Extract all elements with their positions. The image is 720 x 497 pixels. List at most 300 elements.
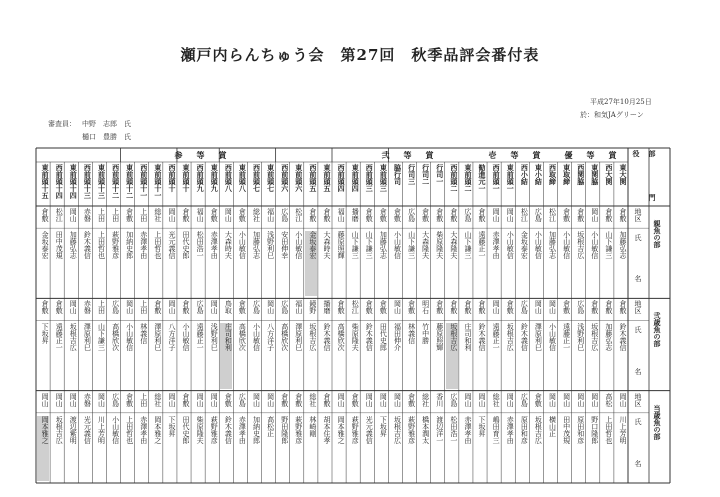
breeder-name-cell: 庄司和利	[463, 323, 472, 352]
district-cell: 岡山	[365, 392, 374, 407]
breeder-name-cell: 嶋田育三	[492, 415, 501, 444]
breeder-name-cell: 川上芳明	[97, 415, 106, 444]
breeder-name-cell: 澤原利巳	[83, 323, 92, 352]
district-cell: 岡山	[97, 392, 106, 407]
breeder-name-cell: 坂根吉広	[506, 323, 515, 352]
breeder-name-cell: 萩野雅彦	[351, 415, 360, 444]
district-cell: 倉敷	[280, 392, 289, 407]
judges-label: 審査員：	[48, 120, 76, 128]
district-cell: 倉敷	[41, 208, 50, 222]
district-cell: 倉敷	[421, 208, 430, 222]
breeder-name-cell: 上田哲也	[153, 231, 162, 260]
rank-label: 西前頭十四	[55, 164, 65, 199]
breeder-name-cell: 大森時夫	[322, 231, 331, 260]
district-cell: 岡山	[196, 392, 205, 407]
district-cell: 鳥取	[224, 300, 233, 315]
breeder-name-cell: 渡辺紫明	[69, 415, 78, 444]
rank-label: 西前頭八	[224, 164, 234, 192]
rank-label: 勧進元一	[478, 164, 488, 192]
rank-label: 東取締	[562, 164, 572, 185]
breeder-name-cell: 光元義信	[167, 231, 176, 260]
breeder-name-cell: 原田和彦	[520, 415, 529, 444]
section-label: 弐歳魚の部	[653, 312, 662, 348]
row-label-given: 名	[634, 275, 642, 283]
header-yusho: 優 等 賞	[564, 150, 620, 160]
district-cell: 広島	[576, 300, 585, 315]
district-cell: 倉敷	[308, 208, 317, 222]
district-cell: 倉敷	[407, 392, 416, 407]
district-cell: 松江	[520, 208, 529, 222]
breeder-name-cell: 金坂泰宏	[305, 231, 317, 296]
rank-label: 東関脇	[590, 164, 600, 185]
district-cell: 岡山	[167, 208, 176, 222]
breeder-name-cell: 加納史郎	[252, 415, 261, 444]
rank-label: 東小結	[534, 164, 544, 185]
district-cell: 上田	[97, 208, 106, 222]
district-cell: 岡山	[393, 300, 402, 315]
rank-label: 西前頭六	[280, 164, 290, 192]
breeder-name-cell: 遠藤正一	[196, 323, 205, 352]
district-cell: 松江	[55, 208, 64, 222]
breeder-name-cell: 上田哲也	[604, 415, 613, 444]
rank-label: 東前頭八	[238, 164, 248, 192]
district-cell: 倉敷	[337, 300, 346, 315]
rank-label: 西前頭三	[365, 164, 375, 192]
district-cell: 香川	[435, 392, 444, 407]
breeder-name-cell: 林崎剛	[308, 415, 317, 437]
breeder-name-cell: 小山敏信	[111, 415, 120, 444]
district-cell: 総社	[153, 208, 162, 222]
district-cell: 松江	[294, 208, 303, 222]
rank-label: 東前頭四	[351, 164, 361, 192]
breeder-name-cell: 松田浩一	[196, 231, 205, 260]
breeder-name-cell: 高橋欣次	[238, 323, 247, 352]
breeder-name-cell: 浅野利巳	[576, 323, 585, 352]
district-cell: 広島	[280, 208, 289, 222]
district-cell: 福山	[196, 208, 205, 222]
rank-label: 東前頭七	[266, 164, 276, 192]
district-cell: 広島	[238, 392, 247, 407]
header-bumon: 部	[648, 150, 657, 157]
district-cell: 広島	[463, 208, 472, 222]
district-cell: 岡山	[548, 392, 557, 407]
breeder-name-cell: 小山敏信	[548, 323, 557, 352]
breeder-name-cell: 遠藤正一	[478, 231, 487, 260]
row-label-surname: 氏	[634, 326, 642, 334]
header-santo: 参 等 賞	[174, 150, 230, 160]
district-cell: 倉敷	[449, 300, 458, 315]
rank-label: 東前頭一	[506, 164, 516, 192]
breeder-name-cell: 岡本雅之	[337, 415, 346, 444]
row-label-surname: 氏	[634, 418, 642, 426]
breeder-name-cell: 山下謙三	[351, 231, 360, 260]
district-cell: 福山	[337, 208, 346, 222]
breeder-name-cell: 高橋欣次	[111, 323, 120, 352]
district-cell: 上田	[111, 208, 120, 222]
rank-label: 行司三	[407, 164, 417, 185]
row-label-district: 地区	[634, 300, 642, 315]
district-cell: 広島	[520, 392, 529, 407]
breeder-name-cell: 萩野雅彦	[294, 415, 303, 444]
breeder-name-cell: 高松正	[266, 415, 275, 437]
district-cell: 倉敷	[435, 300, 444, 315]
district-cell: 鏡野	[308, 300, 317, 315]
district-cell: 広島	[111, 392, 120, 407]
breeder-name-cell: 野口隆郎	[590, 415, 599, 444]
district-cell: 倉敷	[393, 208, 402, 222]
district-cell: 岡山	[125, 300, 134, 315]
breeder-name-cell: 野田隆郎	[280, 415, 289, 444]
rank-label: 東前頭十	[182, 164, 192, 192]
breeder-name-cell: 田中茂規	[55, 231, 64, 260]
district-cell: 倉敷	[238, 208, 247, 222]
banzuke-table	[36, 148, 670, 483]
breeder-name-cell: 下坂昇	[167, 415, 176, 437]
district-cell: 倉敷	[238, 300, 247, 315]
breeder-name-cell: 田中茂規	[562, 415, 571, 444]
district-cell: 倉敷	[604, 300, 613, 315]
section-label: 親魚の部	[653, 219, 662, 248]
breeder-name-cell: 山下謙三	[407, 231, 416, 260]
rank-label: 脇行司	[393, 164, 403, 185]
breeder-name-cell: 胡本住孝	[322, 415, 331, 444]
breeder-name-cell: 赤澤孝由	[139, 415, 148, 444]
breeder-name-cell: 林義信	[139, 323, 148, 345]
breeder-name-cell: 下坂昇	[41, 323, 50, 345]
breeder-name-cell: 加藤弘志	[379, 231, 388, 260]
breeder-name-cell: 林義信	[407, 323, 416, 345]
district-cell: 岡山	[576, 392, 585, 407]
rank-label: 東前頭二	[463, 164, 473, 192]
rank-label: 西前頭九	[196, 164, 206, 192]
breeder-name-cell: 浅野利巳	[266, 231, 275, 260]
breeder-name-cell: 坂根吉広	[534, 415, 543, 444]
district-cell: 岡山	[393, 392, 402, 407]
breeder-name-cell: 藤原照輝	[435, 323, 444, 352]
district-cell: 広島	[196, 300, 205, 315]
breeder-name-cell: 大森時夫	[224, 231, 233, 260]
breeder-name-cell: 小山敏信	[125, 323, 134, 352]
rank-label: 東前頭十二	[125, 164, 135, 199]
district-cell: 岡山	[69, 300, 78, 315]
rank-label: 東前頭十一	[153, 164, 163, 199]
district-cell: 上田	[139, 392, 148, 407]
district-cell: 倉敷	[224, 392, 233, 407]
breeder-name-cell: 小山敏信	[294, 231, 303, 260]
district-cell: 倉敷	[407, 300, 416, 315]
district-cell: 高松	[604, 392, 613, 407]
breeder-name-cell: 大森隆夫	[421, 231, 430, 260]
rank-label: 西前頭二	[449, 164, 459, 192]
breeder-name-cell: 遠藤正一	[492, 323, 501, 352]
breeder-name-cell: 萩野雅彦	[407, 415, 416, 444]
district-cell: 岡山	[266, 300, 275, 315]
breeder-name-cell: 萩野雅彦	[210, 415, 219, 444]
district-cell: 倉敷	[618, 300, 627, 315]
district-cell: 岡山	[167, 392, 176, 407]
breeder-name-cell: 横山正	[548, 415, 557, 437]
breeder-name-cell: 小山敏信	[562, 231, 571, 260]
rank-label: 行司一	[435, 164, 445, 185]
district-cell: 岡山	[55, 392, 64, 407]
header-nito: 弐 等 賞	[381, 150, 437, 160]
breeder-name-cell: 浅野利巳	[210, 323, 219, 352]
district-cell: 上田	[139, 300, 148, 315]
breeder-name-cell: 加納史郎	[125, 231, 134, 260]
district-cell: 岡山	[69, 392, 78, 407]
rank-label: 西大関	[604, 164, 614, 185]
district-cell: 播磨	[351, 208, 360, 222]
district-cell: 広島	[534, 208, 543, 222]
rank-label: 西小結	[520, 164, 530, 185]
breeder-name-cell: 竹中勝	[421, 323, 430, 345]
breeder-name-cell: 小山敏信	[252, 323, 261, 352]
district-cell: 岡山	[534, 300, 543, 315]
breeder-name-cell: 遠藤正一	[562, 323, 571, 352]
district-cell: 播磨	[322, 300, 331, 315]
breeder-name-cell: 赤澤孝由	[463, 415, 472, 444]
breeder-name-cell: 鈴木義信	[618, 323, 627, 352]
district-cell: 倉敷	[125, 208, 134, 222]
district-cell: 総社	[421, 392, 430, 407]
breeder-name-cell: 加藤弘志	[604, 323, 613, 352]
breeder-name-cell: 小山敏信	[590, 231, 599, 260]
breeder-name-cell: 鈴木義信	[224, 415, 233, 444]
breeder-name-cell: 坂根吉広	[576, 231, 585, 260]
district-cell: 倉敷	[576, 208, 585, 222]
row-label-given: 名	[634, 459, 642, 467]
breeder-name-cell: 高橋欣次	[337, 323, 346, 352]
rank-label: 西関脇	[576, 164, 586, 185]
district-cell: 岡山	[379, 392, 388, 407]
breeder-name-cell: 赤澤孝由	[506, 415, 515, 444]
breeder-name-cell: 赤澤孝由	[139, 231, 148, 260]
district-cell: 岡山	[590, 392, 599, 407]
district-cell: 岡山	[463, 392, 472, 407]
row-label-given: 名	[634, 367, 642, 375]
district-cell: 倉敷	[125, 392, 134, 407]
breeder-name-cell: 金坂泰宏	[41, 231, 50, 260]
district-cell: 赤磐	[83, 300, 92, 315]
breeder-name-cell: 岡本雅之	[37, 416, 49, 481]
rank-label: 西前頭十	[167, 164, 177, 192]
district-cell: 倉敷	[449, 208, 458, 222]
breeder-name-cell: 坂根吉広	[590, 323, 599, 352]
rank-label: 東前頭六	[294, 164, 304, 192]
breeder-name-cell: 岡本雅之	[153, 415, 162, 444]
breeder-name-cell: 赤澤孝由	[492, 231, 501, 260]
district-cell: 倉敷	[351, 392, 360, 407]
breeder-name-cell: 庄司和利	[220, 323, 232, 388]
district-cell: 倉敷	[379, 300, 388, 315]
breeder-name-cell: 上田哲也	[125, 415, 134, 444]
event-date: 平成27年10月25日	[590, 98, 652, 106]
breeder-name-cell: 原田和彦	[576, 415, 585, 444]
breeder-name-cell: 下坂昇	[379, 415, 388, 437]
breeder-name-cell: 坂根吉広	[446, 323, 458, 388]
district-cell: 岡山	[266, 392, 275, 407]
district-cell: 倉敷	[463, 300, 472, 315]
district-cell: 倉敷	[478, 300, 487, 315]
district-cell: 倉敷	[210, 208, 219, 222]
breeder-name-cell: 山下謙三	[365, 231, 374, 260]
district-cell: 倉敷	[506, 300, 515, 315]
district-cell: 倉敷	[590, 300, 599, 315]
rank-label: 西前頭四	[337, 164, 347, 192]
breeder-name-cell: 上田哲也	[97, 231, 106, 260]
rank-label: 東大関	[618, 164, 628, 185]
district-cell: 倉敷	[365, 300, 374, 315]
rank-label: 東前頭九	[210, 164, 220, 192]
breeder-name-cell: 澤原利巳	[153, 323, 162, 352]
rank-label: 西前頭七	[252, 164, 262, 192]
district-cell: 倉敷	[562, 208, 571, 222]
district-cell: 広島	[407, 208, 416, 222]
breeder-name-cell: 萩野雅彦	[111, 231, 120, 260]
rank-label: 行司二	[421, 164, 431, 185]
breeder-name-cell: 坂根吉広	[308, 323, 317, 352]
rank-label: 西前頭一	[492, 164, 502, 192]
breeder-name-cell: 柴原隆夫	[196, 415, 205, 444]
breeder-name-cell: 加藤弘志	[548, 231, 557, 260]
district-cell: 岡山	[337, 392, 346, 407]
row-label-district: 地区	[634, 392, 642, 407]
breeder-name-cell: 小山敏信	[506, 231, 515, 260]
district-cell: 倉敷	[618, 208, 627, 222]
judge-name: 中野 志郎 氏	[82, 120, 131, 128]
district-cell: 松江	[351, 300, 360, 315]
page-title: 瀬戸内らんちゅう会 第27回 秋季品評会番付表	[180, 46, 540, 64]
breeder-name-cell: 小山敏信	[182, 323, 191, 352]
district-cell: 倉敷	[41, 300, 50, 315]
breeder-name-cell: 坂根吉広	[69, 323, 78, 352]
breeder-name-cell: 鈴木義信	[365, 323, 374, 352]
breeder-name-cell: 田代史郎	[379, 323, 388, 352]
district-cell: 広島	[280, 300, 289, 315]
breeder-name-cell: 柴原隆夫	[435, 231, 444, 260]
district-cell: 赤磐	[83, 208, 92, 222]
district-cell: 岡山	[210, 392, 219, 407]
header-yaku: 役	[632, 150, 641, 157]
breeder-name-cell: 藤原照輝	[337, 231, 346, 260]
district-cell: 倉敷	[435, 208, 444, 222]
district-cell: 岡山	[618, 392, 627, 407]
district-cell: 岡山	[478, 392, 487, 407]
district-cell: 倉敷	[294, 392, 303, 407]
breeder-name-cell: 橋本潤太	[421, 415, 430, 444]
breeder-name-cell: 山下謙三	[604, 231, 613, 260]
breeder-name-cell: 安田伸幸	[280, 231, 289, 260]
district-cell: 岡山	[492, 208, 501, 222]
district-cell: 岡山	[69, 208, 78, 222]
district-cell: 倉敷	[534, 392, 543, 407]
district-cell: 福山	[294, 300, 303, 315]
district-cell: 倉敷	[604, 208, 613, 222]
breeder-name-cell: 松田浩一	[449, 415, 458, 444]
district-cell: 倉敷	[55, 300, 64, 315]
district-cell: 倉敷	[182, 392, 191, 407]
judges-block	[48, 118, 131, 144]
district-cell: 倉敷	[562, 300, 571, 315]
district-cell: 総社	[153, 392, 162, 407]
judge-name: 樋口 豊勝 氏	[82, 133, 131, 141]
rank-label: 西前頭十一	[139, 164, 149, 199]
breeder-name-cell: 澤原利巳	[534, 323, 543, 352]
row-label-district: 地区	[634, 208, 642, 222]
breeder-name-cell: 小山敏信	[534, 231, 543, 260]
event-venue: 於：和気JAグリーン	[580, 111, 644, 119]
district-cell: 倉敷	[182, 208, 191, 222]
district-cell: 岡山	[224, 208, 233, 222]
district-cell: 倉敷	[379, 208, 388, 222]
breeder-name-cell: 加藤弘志	[69, 231, 78, 260]
rank-label: 西前頭十三	[83, 164, 93, 199]
rank-label: 西前頭十二	[111, 164, 121, 199]
row-label-surname: 氏	[634, 233, 642, 241]
district-cell: 広島	[520, 300, 529, 315]
breeder-name-cell: 光元義信	[83, 415, 92, 444]
section-label: 当歳魚の部	[653, 404, 662, 440]
district-cell: 福山	[266, 208, 275, 222]
breeder-name-cell: 田代史郎	[182, 415, 191, 444]
breeder-name-cell: 加藤弘志	[252, 231, 261, 260]
breeder-name-cell: 金坂泰宏	[520, 231, 529, 260]
breeder-name-cell: 川上芳明	[618, 415, 627, 444]
rank-label: 東前頭三	[379, 164, 389, 192]
breeder-name-cell: 田代史郎	[182, 231, 191, 260]
district-cell: 総社	[252, 208, 261, 222]
breeder-name-cell: 八方洋子	[167, 323, 176, 352]
breeder-name-cell: 鈴木義信	[520, 323, 529, 352]
breeder-name-cell: 鈴木義信	[478, 323, 487, 352]
breeder-name-cell: 山下謙三	[463, 231, 472, 260]
rank-label: 西取締	[548, 164, 558, 185]
district-cell: 赤磐	[83, 392, 92, 407]
breeder-name-cell: 坂根吉広	[393, 415, 402, 444]
header-mon: 門	[648, 194, 657, 201]
district-cell: 岡山	[252, 392, 261, 407]
district-cell: 上田	[139, 208, 148, 222]
breeder-name-cell: 大森隆夫	[449, 231, 458, 260]
breeder-name-cell: 赤澤孝由	[238, 415, 247, 444]
district-cell: 倉敷	[182, 300, 191, 315]
breeder-name-cell: 福田伸介	[393, 323, 402, 352]
district-cell: 松江	[548, 208, 557, 222]
breeder-name-cell: 柴原隆夫	[351, 323, 360, 352]
district-cell: 広島	[111, 300, 120, 315]
district-cell: 総社	[308, 392, 317, 407]
district-cell: 広島	[449, 392, 458, 407]
breeder-name-cell: 光元義信	[365, 415, 374, 444]
breeder-name-cell: 小山敏信	[238, 231, 247, 260]
district-cell: 岡山	[41, 392, 50, 407]
breeder-name-cell: 赤澤孝由	[210, 231, 219, 260]
breeder-name-cell: 加藤弘志	[618, 231, 627, 260]
rank-label: 西前頭五	[308, 164, 318, 192]
breeder-name-cell: 遠藤正一	[55, 323, 64, 352]
district-cell: 倉敷	[153, 300, 162, 315]
breeder-name-cell: 山下謙三	[97, 323, 106, 352]
district-cell: 倉敷	[478, 208, 487, 222]
district-cell: 岡山	[548, 300, 557, 315]
header-ichito: 壱 等 賞	[488, 150, 544, 160]
district-cell: 岡山	[167, 300, 176, 315]
breeder-name-cell: 小山敏信	[393, 231, 402, 260]
district-cell: 岡山	[210, 300, 219, 315]
district-cell: 上田	[97, 300, 106, 315]
breeder-name-cell: 澤原利巳	[294, 323, 303, 352]
district-cell: 岡山	[562, 392, 571, 407]
